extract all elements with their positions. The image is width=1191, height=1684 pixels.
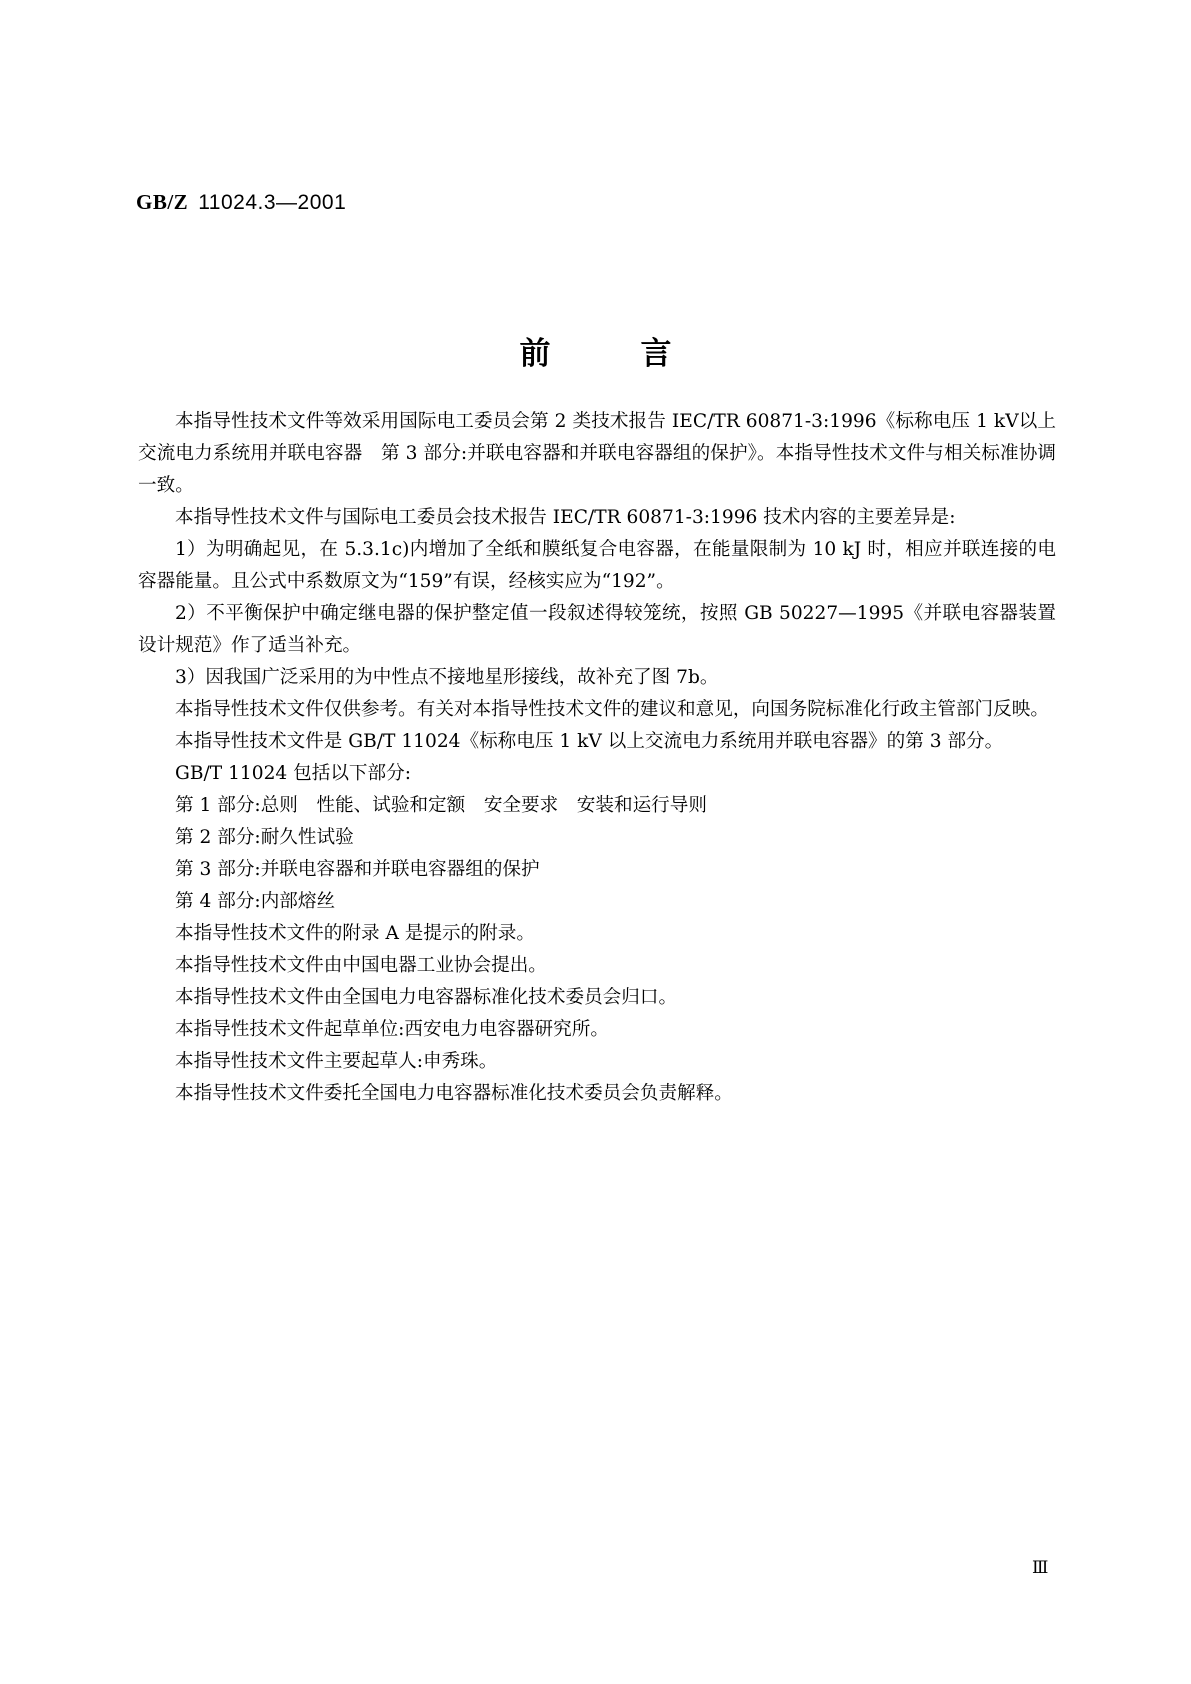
paragraph: 本指导性技术文件由全国电力电容器标准化技术委员会归口。	[175, 987, 678, 1008]
paragraph: 本指导性技术文件委托全国电力电容器标准化技术委员会负责解释。	[175, 1083, 733, 1104]
paragraph: 1）为明确起见，在 5.3.1c)内增加了全纸和膜纸复合电容器，在能量限制为 10 kJ 时，相应并联连接的电容器能量。且公式中系数原文为“159”有误，经核实应为“192”。	[138, 539, 1056, 592]
paragraph: 本指导性技术文件的附录 A 是提示的附录。	[175, 923, 535, 944]
paragraph: 第 4 部分:内部熔丝	[175, 891, 336, 912]
page-title: 前言	[519, 336, 762, 372]
document-code-prefix: GB/Z	[136, 190, 189, 214]
paragraph: 本指导性技术文件起草单位:西安电力电容器研究所。	[175, 1019, 609, 1040]
preface-body	[138, 406, 1056, 1110]
paragraph: 第 2 部分:耐久性试验	[175, 827, 354, 848]
paragraph: 本指导性技术文件是 GB/T 11024《标称电压 1 kV 以上交流电力系统用并联电容器》的第 3 部分。	[175, 731, 1004, 752]
paragraph: 3）因我国广泛采用的为中性点不接地星形接线，故补充了图 7b。	[175, 667, 719, 688]
document-code	[136, 190, 346, 215]
page-number: Ⅲ	[1032, 1558, 1049, 1578]
paragraph: 第 1 部分:总则 性能、试验和定额 安全要求 安装和运行导则	[175, 795, 707, 816]
paragraph: GB/T 11024 包括以下部分:	[175, 763, 411, 784]
paragraph: 本指导性技术文件由中国电器工业协会提出。	[175, 955, 547, 976]
paragraph: 2）不平衡保护中确定继电器的保护整定值一段叙述得较笼统，按照 GB 50227—1995《并联电容器装置设计规范》作了适当补充。	[138, 603, 1056, 656]
paragraph: 本指导性技术文件等效采用国际电工委员会第 2 类技术报告 IEC/TR 60871-3:1996《标称电压 1 kV以上交流电力系统用并联电容器 第 3 部分:并联电容器和并联电容器组的保护》。本指导性技术文件与相关标准协调一致。	[138, 411, 1056, 496]
paragraph: 第 3 部分:并联电容器和并联电容器组的保护	[175, 859, 540, 880]
document-code-number: 11024.3—2001	[198, 191, 347, 214]
paragraph: 本指导性技术文件与国际电工委员会技术报告 IEC/TR 60871-3:1996 技术内容的主要差异是:	[175, 507, 956, 528]
paragraph: 本指导性技术文件主要起草人:申秀珠。	[175, 1051, 498, 1072]
paragraph: 本指导性技术文件仅供参考。有关对本指导性技术文件的建议和意见，向国务院标准化行政主管部门反映。	[175, 699, 1049, 720]
